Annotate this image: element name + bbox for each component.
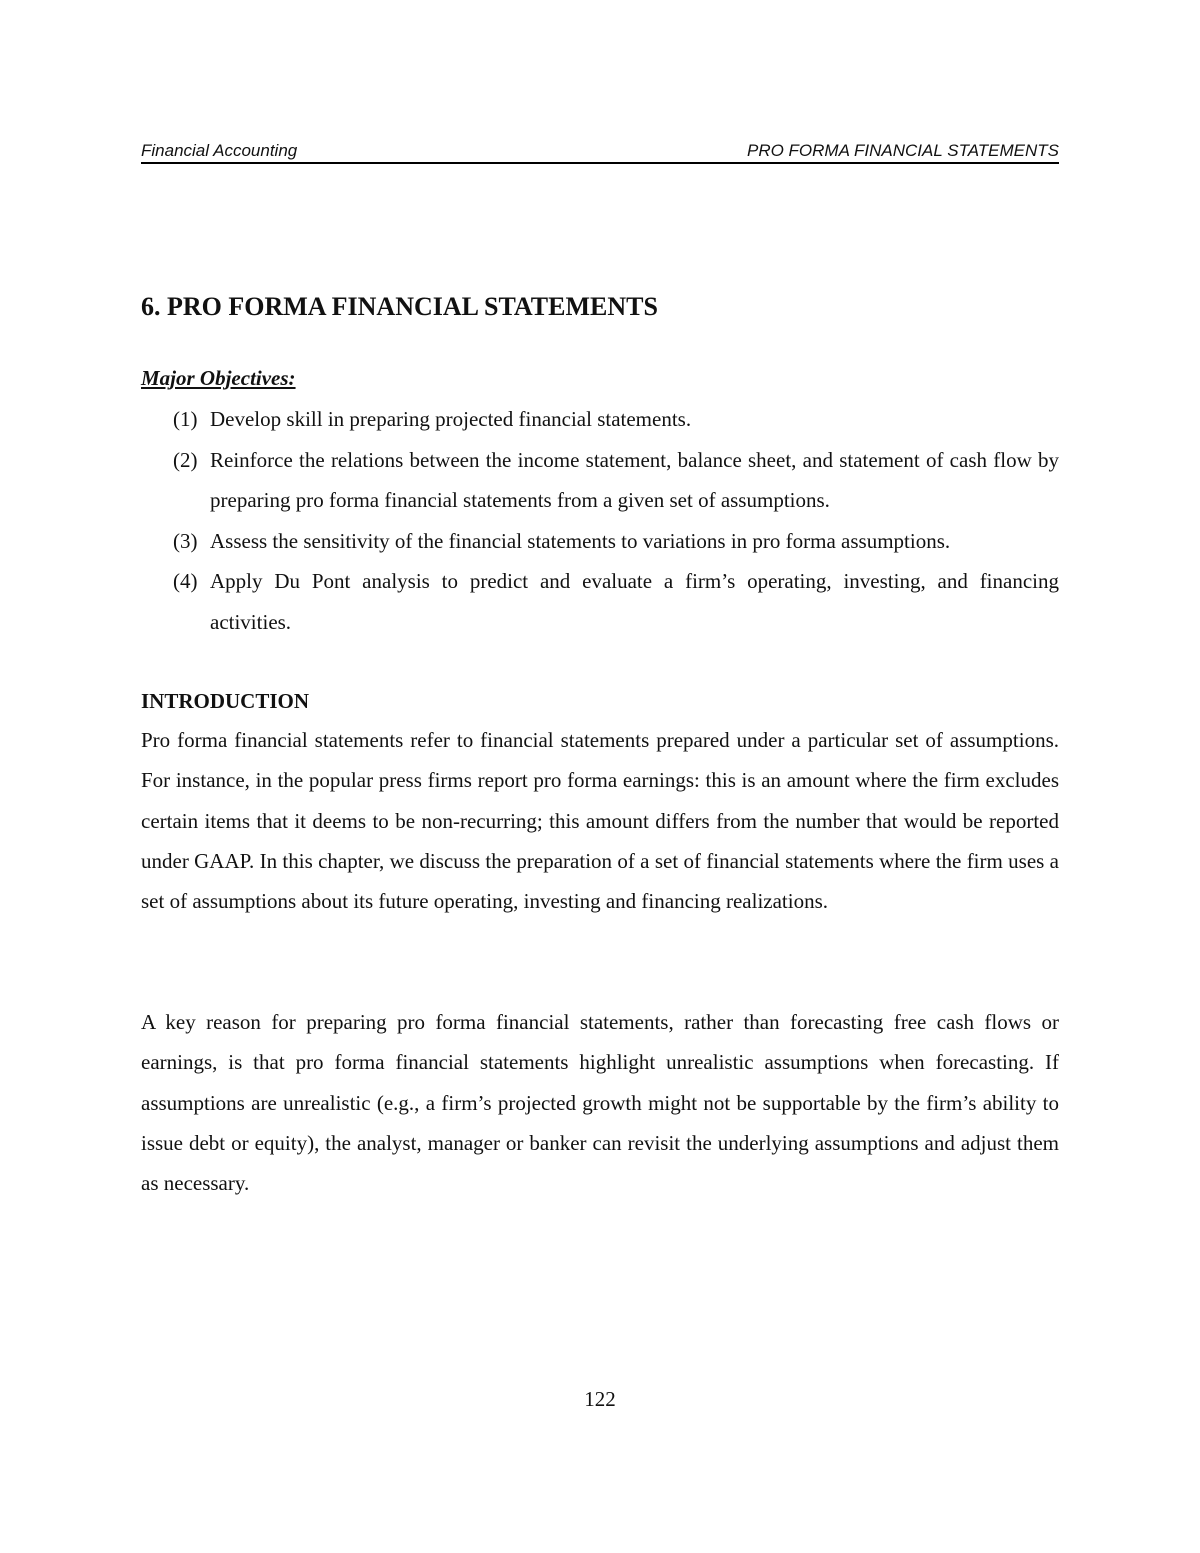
header-book-title: Financial Accounting [141, 141, 298, 160]
objective-text: Develop skill in preparing projected financial statements. [210, 407, 692, 431]
objective-text: Apply Du Pont analysis to predict and evaluate a firm’s operating, investing, and financing activities. [210, 569, 1059, 634]
objective-text: Assess the sensitivity of the financial statements to variations in pro forma assumptions. [210, 528, 951, 553]
objective-number: (4) [173, 569, 198, 593]
header-chapter-title: PRO FORMA FINANCIAL STATEMENTS [746, 141, 1059, 160]
page-number: 122 [584, 1387, 616, 1411]
objective-item [173, 440, 1059, 521]
introduction-paragraph-1: Pro forma financial statements refer to financial statements prepared under a particular set of assumptions. For instance, in the popular press firms report pro forma earnings: this is an amount where the firm excludes certain items that it deems to be non-recurring; this amount differs from the number that would be reported under GAAP. In this chapter, we discuss the preparation of a set of financial statements where the firm uses a set of assumptions about its future operating, investing and financing realizations. [141, 728, 1059, 914]
objective-number: (1) [173, 407, 198, 431]
objective-item [173, 399, 1059, 440]
running-header [141, 138, 1059, 164]
objective-number: (2) [173, 447, 198, 472]
objective-text: Reinforce the relations between the income statement, balance sheet, and statement of cash flow by preparing pro forma financial statements from a given set of assumptions. [210, 447, 1059, 512]
chapter-title: 6. PRO FORMA FINANCIAL STATEMENTS [141, 292, 658, 321]
introduction-paragraph-2: A key reason for preparing pro forma financial statements, rather than forecasting free cash flows or earnings, is that pro forma financial statements highlight unrealistic assumptions when forecasting. If assumptions are unrealistic (e.g., a firm’s projected growth might not be supportable by the firm’s ability to issue debt or equity), the analyst, manager or banker can revisit the underlying assumptions and adjust them as necessary. [141, 1010, 1059, 1196]
objectives-list [173, 399, 1059, 642]
objective-number: (3) [173, 528, 198, 553]
objective-item [173, 521, 1059, 562]
objective-item [173, 561, 1059, 642]
objectives-heading: Major Objectives: [141, 366, 296, 390]
introduction-heading: INTRODUCTION [141, 689, 310, 713]
